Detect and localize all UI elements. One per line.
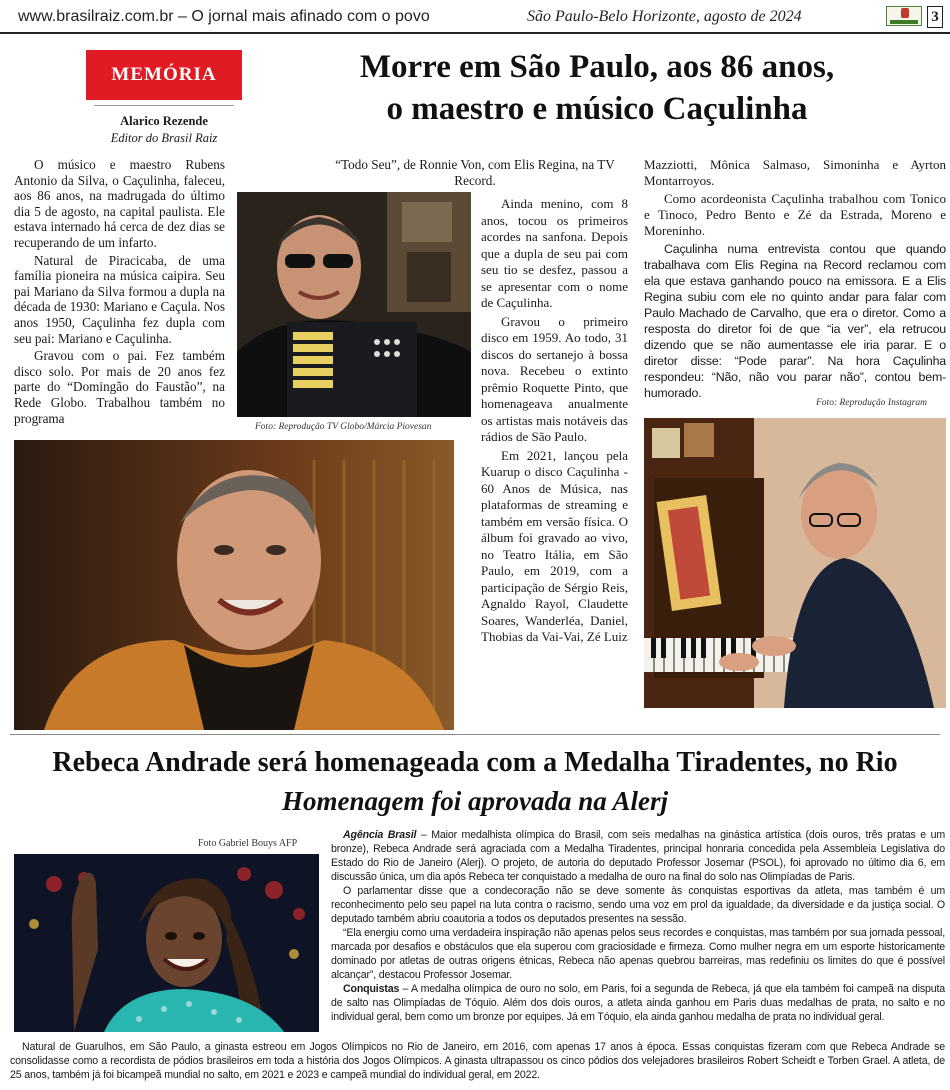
- photo-caculinha-accordion: [237, 192, 471, 417]
- article1-column-3: [644, 157, 946, 403]
- paragraph: Mazziotti, Mônica Salmaso, Simoninha e Ayrton Montarroyos.: [644, 157, 946, 188]
- photo-credit-instagram: Foto: Reprodução Instagram: [816, 398, 927, 408]
- edition-line: São Paulo-Belo Horizonte, agosto de 2024: [527, 8, 802, 25]
- article1-column-1: [14, 157, 225, 428]
- photo-credit-globo: Foto: Reprodução TV Globo/Márcia Piovesan: [255, 422, 432, 432]
- article2-subhead: Homenagem foi aprovada na Alerj: [282, 786, 668, 816]
- paragraph: Como acordeonista Caçulinha trabalhou com Tonico e Tinoco, Pedro Bento e Zé da Estrada, Moreno e Moreninho.: [644, 191, 946, 238]
- photo-credit-afp: Foto Gabriel Bouys AFP: [198, 838, 298, 849]
- section-label: MEMÓRIA: [86, 50, 242, 100]
- accordion-photo-illustration: [237, 192, 471, 417]
- photo-caculinha-portrait: [14, 440, 454, 730]
- rebeca-photo-illustration: [14, 854, 319, 1032]
- article2-closing-paragraph: Natural de Guarulhos, em São Paulo, a ginasta estreou em Jogos Olímpicos no Rio de Janeiro, em 2016, com apenas 17 anos à época. Essas conquistas fizeram com que Rebeca Andrade se consolidasse como a recordista de pódios brasileiros em toda a história dos Jogos Olímpicos. A ginasta ultrapassou os cinco pódios dos velejadores brasileiros Robert Scheidt e Torben Grael. A atleta, de 25 anos, também já foi bicampeã mundial no salto, em 2021 e 2023 e campeã mundial do individual geral, em 2022.: [10, 1041, 945, 1081]
- paragraph: “Ela energiu como uma verdadeira inspiração não apenas pelos seus recordes e conquistas, mas também por sua jornada pessoal, marcada por desafios e obstáculos que ela superou com graciosidade e firmeza. Como mulher negra em um esporte historicamente dominado por atletas de outras origens étnicas, Rebeca não apenas quebrou barreiras, mas redefiniu os limites do que é possível alcançar”, destacou Professor Josemar.: [331, 927, 945, 981]
- paragraph: Gravou com o pai. Fez também disco solo. Por mais de 20 anos fez parte do “Domingão do Faustão”, na Rede Globo. Trabalhou também no programa: [14, 348, 225, 426]
- paragraph: Natural de Piracicaba, de uma família pioneira na música caipira. Seu pai Mariano da Silva formou a dupla na década de 1930: Mariano e Caçula. Nos anos 1950, Caçulinha fez dupla com seu pai: Mariano e Caçulinha.: [14, 252, 225, 346]
- page-number: 3: [927, 6, 943, 28]
- paragraph: Em 2021, lançou pela Kuarup o disco Caçulinha - 60 Anos de Música, nas plataformas de streaming e também em versão física. O álbum foi gravado ao vivo, no Teatro Itália, em São Paulo, em 2019, com a participação de Sérgio Reis, Agnaldo Rayol, Claudette Soares, Wanderléa, Daniel, Thobias da Vai-Vai, Zé Luiz: [481, 447, 628, 644]
- author-name: Alarico Rezende: [120, 114, 208, 128]
- photo-rebeca-andrade: [14, 854, 319, 1032]
- logo-figure: [901, 8, 909, 18]
- page-header: [0, 0, 950, 34]
- logo-bar: [890, 20, 918, 24]
- paragraph: Caçulinha numa entrevista contou que quando trabalhava com Elis Regina na Record reclamou com ela que estava ganhando pouco na emissora. E a Elis Regina subiu com ele no quinto andar para falar com Paulo Machado de Carvalho, que era o diretor. Como a resposta do diretor foi de que “ia ver”, ela retrucou dizendo que se não aumentasse ele iria parar. E o diretor disse: “Pode parar”. Na hora Caçulinha respondeu: “Não, não vou parar não”, contou bem-humorado.: [644, 242, 946, 400]
- paragraph: O parlamentar disse que a condecoração não se deve somente às conquistas esportivas da atleta, mas também é um reconhecimento pelo seu papel na luta contra o racismo, sendo uma voz em prol da igualdade, da diversidade e da justiça social. O deputado também abriu coautoria a todos os deputados presentes na sessão.: [331, 885, 945, 925]
- photo-caculinha-piano: [644, 418, 946, 708]
- paragraph: “Todo Seu”, de Ronnie Von, com Elis Regina, na TV Record.: [335, 157, 615, 188]
- paragraph: Ainda menino, com 8 anos, tocou os primeiros acordes na sanfona. Depois que a dupla de seu pai com seu tio se desfez, passou a se apresentar com o nome de Caçulinha.: [481, 196, 628, 310]
- paragraph-text: – A medalha olímpica de ouro no solo, em Paris, foi a segunda de Rebeca, já que ela também foi campeã na disputa de salto nas Olimpíadas de Tóquio. Além dos dois ouros, a atleta ainda ganhou em Paris duas medalhas de prata, no salto e no individual geral, bem como um bronze por equipes. Já em Tóquio, ela ainda ganhou medalha de prata no individual geral.: [331, 983, 945, 1023]
- section-divider: [10, 734, 940, 735]
- article1-column-2-side: [481, 196, 628, 648]
- paragraph: [331, 982, 945, 1024]
- author-role: Editor do Brasil Raiz: [110, 131, 218, 145]
- headline-line-2: o maestro e músico Caçulinha: [386, 91, 808, 127]
- paragraph: [331, 828, 945, 884]
- lead-source: Agência Brasil: [343, 829, 417, 841]
- author-divider: [94, 105, 234, 106]
- article2-body: [331, 828, 945, 1024]
- paragraph: O músico e maestro Rubens Antonio da Silva, o Caçulinha, faleceu, aos 86 anos, na madrugada do último dia 5 de agosto, na capital paulista. Ele estava internado há cerca de dez dias se recuperando de um infarto.: [14, 157, 225, 250]
- portrait-photo-illustration: [14, 440, 454, 730]
- paragraph: Gravou o primeiro disco em 1959. Ao todo, 31 discos do sertanejo à bossa nova. Recebeu o extinto prêmio Roquette Pinto, que homenageava anualmente os artistas mais notáveis das rádios de São Paulo.: [481, 313, 628, 444]
- piano-photo-illustration: [644, 418, 946, 708]
- article2-headline: Rebeca Andrade será homenageada com a Medalha Tiradentes, no Rio: [52, 747, 898, 778]
- paragraph-text: – Maior medalhista olímpica do Brasil, com seis medalhas na ginástica artística (dois ouros, três pratas e um bronze), Rebeca Andrade será agraciada com a Medalha Tiradentes, principal honraria concedida pela Assembleia Legislativa do Estado do Rio de Janeiro (Alerj). O projeto, de autoria do deputado Professor Josemar (PSOL), foi aprovado no último dia 6, em discussão única, um dia após Rebeca ter conquistado a medalha de ouro na final do solo nas Olimpíadas de Paris.: [331, 829, 945, 883]
- article1-column-2-top: [320, 157, 630, 190]
- conquistas-label: Conquistas: [343, 983, 400, 995]
- headline-line-1: Morre em São Paulo, aos 86 anos,: [359, 49, 835, 85]
- article1-headline: [252, 46, 942, 130]
- brasil-raiz-logo-icon: [886, 6, 922, 26]
- site-line: www.brasilraiz.com.br – O jornal mais afinado com o povo: [18, 8, 430, 25]
